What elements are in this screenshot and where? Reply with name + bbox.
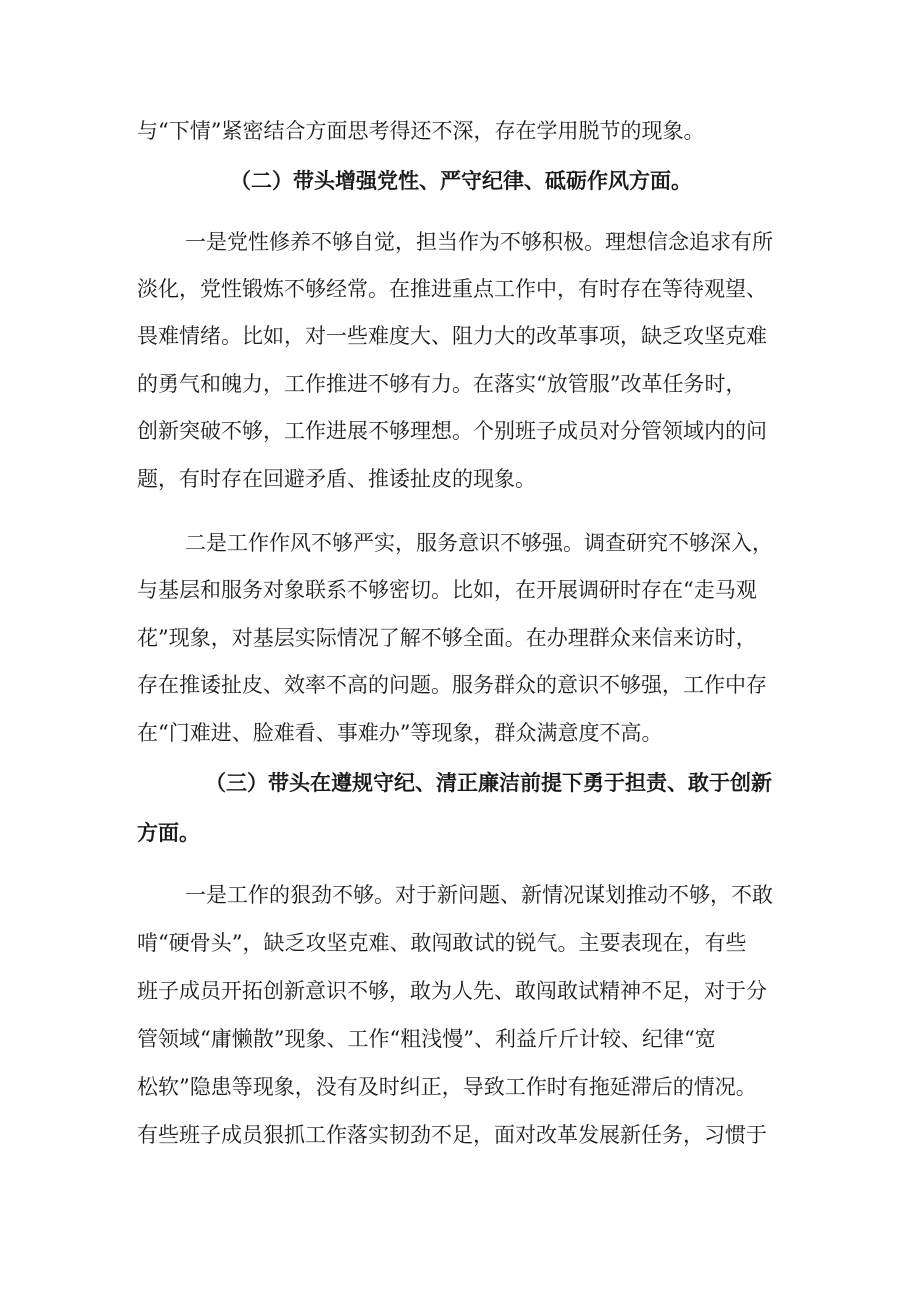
body-text-line: 啃“硬骨头”，缺乏攻坚克难、敢闯敢试的锐气。主要表现在，有些 <box>137 931 747 955</box>
body-text-line: 与基层和服务对象联系不够密切。比如，在开展调研时存在“走马观 <box>137 578 757 602</box>
body-text-line: 班子成员开拓创新意识不够，敢为人先、敢闯敢试精神不足，对于分 <box>137 979 767 1003</box>
body-text-line: 淡化，党性锻炼不够经常。在推进重点工作中，有时存在等待观望、 <box>137 277 767 301</box>
body-text-line: 在“门难进、脸难看、事难办”等现象，群众满意度不高。 <box>137 721 663 745</box>
body-text-line: 花”现象，对基层实际情况了解不够全面。在办理群众来信来访时， <box>137 626 757 650</box>
body-text-line: 二是工作作风不够严实，服务意识不够强。调查研究不够深入， <box>185 531 773 555</box>
body-text-line: 的勇气和魄力，工作推进不够有力。在落实“放管服”改革任务时， <box>137 372 747 396</box>
body-text-line: 题，有时存在回避矛盾、推诿扯皮的现象。 <box>137 467 536 491</box>
body-text-line: 管领域“庸懒散”现象、工作“粗浅慢”、利益斤斤计较、纪律“宽 <box>137 1027 716 1051</box>
section-heading-3: （三）带头在遵规守纪、清正廉洁前提下勇于担责、敢于创新 <box>205 771 772 795</box>
body-text-line: 一是党性修养不够自觉，担当作为不够积极。理想信念追求有所 <box>185 230 773 254</box>
body-text-line: 创新突破不够，工作进展不够理想。个别班子成员对分管领域内的问 <box>137 419 767 443</box>
section-heading-2: （二）带头增强党性、严守纪律、砥砺作风方面。 <box>230 169 692 193</box>
body-text-line: 与“下情”紧密结合方面思考得还不深，存在学用脱节的现象。 <box>137 119 705 143</box>
section-heading-3-continued: 方面。 <box>137 821 200 845</box>
body-text-line: 畏难情绪。比如，对一些难度大、阻力大的改革事项，缺乏攻坚克难 <box>137 324 767 348</box>
body-text-line: 存在推诿扯皮、效率不高的问题。服务群众的意识不够强，工作中存 <box>137 673 767 697</box>
body-text-line: 一是工作的狠劲不够。对于新问题、新情况谋划推动不够，不敢 <box>185 883 773 907</box>
body-text-line: 松软”隐患等现象，没有及时纠正，导致工作时有拖延滞后的情况。 <box>137 1075 757 1099</box>
body-text-line: 有些班子成员狠抓工作落实韧劲不足，面对改革发展新任务，习惯于 <box>137 1123 767 1147</box>
